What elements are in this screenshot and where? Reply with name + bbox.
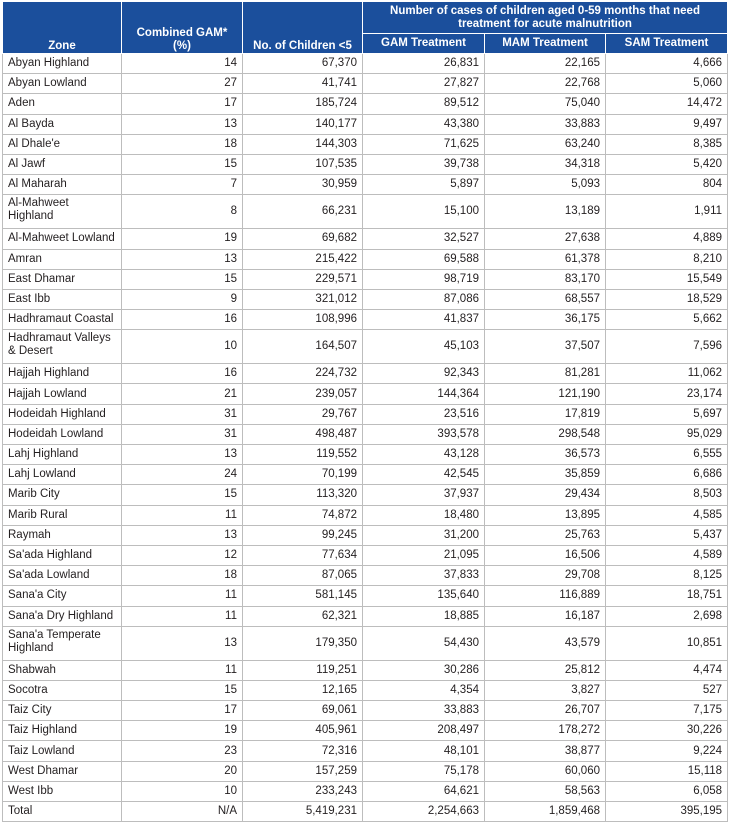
- mam-treatment-cell: 29,708: [485, 566, 606, 586]
- gam-treatment-cell: 42,545: [363, 465, 485, 485]
- table-row: [3, 330, 728, 364]
- children-count-cell: 140,177: [243, 114, 363, 134]
- table-row: [3, 134, 728, 154]
- zone-cell: Marib City: [3, 485, 122, 505]
- sam-treatment-cell: 8,385: [606, 134, 728, 154]
- mam-treatment-cell: 13,189: [485, 195, 606, 229]
- combined-gam-cell: 11: [122, 586, 243, 606]
- gam-treatment-cell: 43,380: [363, 114, 485, 134]
- zone-cell: Sana'a Dry Highland: [3, 606, 122, 626]
- combined-gam-cell: 20: [122, 761, 243, 781]
- children-count-cell: 30,959: [243, 175, 363, 195]
- combined-gam-cell: 15: [122, 269, 243, 289]
- combined-gam-unit: (%): [173, 40, 191, 52]
- gam-treatment-cell: 4,354: [363, 680, 485, 700]
- children-count-cell: 405,961: [243, 721, 363, 741]
- children-count-cell: 113,320: [243, 485, 363, 505]
- gam-treatment-cell: 37,937: [363, 485, 485, 505]
- sam-treatment-cell: 23,174: [606, 384, 728, 404]
- children-count-cell: 69,682: [243, 229, 363, 249]
- zone-cell: Hajjah Lowland: [3, 384, 122, 404]
- children-count-cell: 29,767: [243, 404, 363, 424]
- column-header-mam-treatment: MAM Treatment: [485, 34, 606, 54]
- header-row-top: [3, 2, 728, 34]
- table-row: [3, 525, 728, 545]
- children-count-cell: 185,724: [243, 94, 363, 114]
- children-count-cell: 12,165: [243, 680, 363, 700]
- sam-treatment-cell: 5,662: [606, 310, 728, 330]
- sam-treatment-cell: 6,686: [606, 465, 728, 485]
- sam-treatment-cell: 11,062: [606, 364, 728, 384]
- zone-cell: Aden: [3, 94, 122, 114]
- combined-gam-cell: 11: [122, 505, 243, 525]
- mam-treatment-cell: 35,859: [485, 465, 606, 485]
- column-header-combined-gam: [122, 2, 243, 54]
- sam-treatment-cell: 15,118: [606, 761, 728, 781]
- gam-treatment-cell: 18,480: [363, 505, 485, 525]
- combined-gam-cell: 12: [122, 545, 243, 565]
- children-count-cell: 107,535: [243, 154, 363, 174]
- sam-treatment-cell: 4,666: [606, 54, 728, 74]
- gam-treatment-cell: 32,527: [363, 229, 485, 249]
- children-count-cell: 99,245: [243, 525, 363, 545]
- combined-gam-cell: 14: [122, 54, 243, 74]
- zone-cell: Al Maharah: [3, 175, 122, 195]
- combined-gam-cell: 13: [122, 626, 243, 660]
- zone-cell: Al Dhale'e: [3, 134, 122, 154]
- sam-treatment-cell: 6,058: [606, 781, 728, 801]
- sam-treatment-cell: 5,060: [606, 74, 728, 94]
- sam-treatment-cell: 804: [606, 175, 728, 195]
- mam-treatment-cell: 34,318: [485, 154, 606, 174]
- gam-treatment-cell: 64,621: [363, 781, 485, 801]
- column-header-children: No. of Children <5: [243, 2, 363, 54]
- sam-treatment-cell: 95,029: [606, 424, 728, 444]
- zone-cell: Raymah: [3, 525, 122, 545]
- sam-treatment-cell: 2,698: [606, 606, 728, 626]
- zone-cell: Taiz Lowland: [3, 741, 122, 761]
- total-row: [3, 802, 728, 822]
- combined-gam-cell: 11: [122, 660, 243, 680]
- mam-treatment-cell: 5,093: [485, 175, 606, 195]
- table-row: [3, 741, 728, 761]
- zone-cell: Hajjah Highland: [3, 364, 122, 384]
- table-row: [3, 626, 728, 660]
- zone-cell: Sana'a City: [3, 586, 122, 606]
- combined-gam-cell: 13: [122, 114, 243, 134]
- children-count-cell: 498,487: [243, 424, 363, 444]
- mam-treatment-cell: 36,573: [485, 445, 606, 465]
- sam-treatment-cell: 10,851: [606, 626, 728, 660]
- gam-treatment-cell: 208,497: [363, 721, 485, 741]
- zone-cell: Al Jawf: [3, 154, 122, 174]
- table-row: [3, 424, 728, 444]
- table-row: [3, 195, 728, 229]
- mam-treatment-cell: 75,040: [485, 94, 606, 114]
- mam-treatment-cell: 16,506: [485, 545, 606, 565]
- mam-treatment-cell: 26,707: [485, 701, 606, 721]
- table-row: [3, 114, 728, 134]
- sam-treatment-cell: 4,585: [606, 505, 728, 525]
- malnutrition-table: [2, 1, 728, 822]
- zone-cell: West Dhamar: [3, 761, 122, 781]
- gam-treatment-cell: 135,640: [363, 586, 485, 606]
- mam-treatment-cell: 33,883: [485, 114, 606, 134]
- combined-gam-cell: 8: [122, 195, 243, 229]
- children-count-cell: 69,061: [243, 701, 363, 721]
- zone-cell: Shabwah: [3, 660, 122, 680]
- sam-treatment-cell: 4,589: [606, 545, 728, 565]
- zone-cell: Abyan Lowland: [3, 74, 122, 94]
- combined-gam-cell: 10: [122, 330, 243, 364]
- children-count-cell: 239,057: [243, 384, 363, 404]
- combined-gam-cell: 7: [122, 175, 243, 195]
- combined-gam-cell: 13: [122, 445, 243, 465]
- table-row: [3, 701, 728, 721]
- combined-gam-cell: 15: [122, 154, 243, 174]
- sam-treatment-cell: 8,210: [606, 249, 728, 269]
- combined-gam-cell: 17: [122, 701, 243, 721]
- sam-treatment-cell: 1,911: [606, 195, 728, 229]
- zone-cell: Socotra: [3, 680, 122, 700]
- gam-treatment-cell: 15,100: [363, 195, 485, 229]
- zone-cell: Hodeidah Lowland: [3, 424, 122, 444]
- sam-treatment-cell: 4,889: [606, 229, 728, 249]
- table-row: [3, 781, 728, 801]
- combined-gam-cell: 19: [122, 721, 243, 741]
- mam-treatment-cell: 298,548: [485, 424, 606, 444]
- children-count-cell: 581,145: [243, 586, 363, 606]
- sam-treatment-cell: 8,125: [606, 566, 728, 586]
- mam-treatment-cell: 36,175: [485, 310, 606, 330]
- table-row: [3, 404, 728, 424]
- table-row: [3, 384, 728, 404]
- sam-treatment-cell: 395,195: [606, 802, 728, 822]
- sam-treatment-cell: 4,474: [606, 660, 728, 680]
- zone-cell: Abyan Highland: [3, 54, 122, 74]
- gam-treatment-cell: 45,103: [363, 330, 485, 364]
- gam-treatment-cell: 54,430: [363, 626, 485, 660]
- mam-treatment-cell: 38,877: [485, 741, 606, 761]
- sam-treatment-cell: 30,226: [606, 721, 728, 741]
- zone-cell: Sana'a Temperate Highland: [3, 626, 122, 660]
- children-count-cell: 5,419,231: [243, 802, 363, 822]
- sam-treatment-cell: 5,697: [606, 404, 728, 424]
- zone-cell: Taiz City: [3, 701, 122, 721]
- combined-gam-cell: 21: [122, 384, 243, 404]
- table-row: [3, 54, 728, 74]
- sam-treatment-cell: 18,751: [606, 586, 728, 606]
- combined-gam-cell: 31: [122, 424, 243, 444]
- mam-treatment-cell: 16,187: [485, 606, 606, 626]
- zone-cell: East Dhamar: [3, 269, 122, 289]
- zone-cell: West Ibb: [3, 781, 122, 801]
- mam-treatment-cell: 22,165: [485, 54, 606, 74]
- children-count-cell: 77,634: [243, 545, 363, 565]
- sam-treatment-cell: 9,497: [606, 114, 728, 134]
- gam-treatment-cell: 5,897: [363, 175, 485, 195]
- combined-gam-cell: 16: [122, 364, 243, 384]
- table-row: [3, 465, 728, 485]
- sam-treatment-cell: 7,596: [606, 330, 728, 364]
- sam-treatment-cell: 14,472: [606, 94, 728, 114]
- gam-treatment-cell: 71,625: [363, 134, 485, 154]
- children-count-cell: 119,251: [243, 660, 363, 680]
- sam-treatment-cell: 7,175: [606, 701, 728, 721]
- sam-treatment-cell: 5,437: [606, 525, 728, 545]
- mam-treatment-cell: 29,434: [485, 485, 606, 505]
- mam-treatment-cell: 60,060: [485, 761, 606, 781]
- table-header: [3, 2, 728, 54]
- gam-treatment-cell: 27,827: [363, 74, 485, 94]
- column-header-zone: Zone: [3, 2, 122, 54]
- children-count-cell: 70,199: [243, 465, 363, 485]
- children-count-cell: 164,507: [243, 330, 363, 364]
- combined-gam-label: Combined GAM*: [136, 27, 228, 39]
- children-count-cell: 72,316: [243, 741, 363, 761]
- children-count-cell: 62,321: [243, 606, 363, 626]
- column-group-header-treatment: Number of cases of children aged 0-59 months that need treatment for acute malnutrition: [363, 2, 728, 34]
- mam-treatment-cell: 25,763: [485, 525, 606, 545]
- zone-cell: Amran: [3, 249, 122, 269]
- gam-treatment-cell: 2,254,663: [363, 802, 485, 822]
- mam-treatment-cell: 43,579: [485, 626, 606, 660]
- table-row: [3, 445, 728, 465]
- gam-treatment-cell: 37,833: [363, 566, 485, 586]
- zone-cell: Hodeidah Highland: [3, 404, 122, 424]
- sam-treatment-cell: 9,224: [606, 741, 728, 761]
- mam-treatment-cell: 27,638: [485, 229, 606, 249]
- table-row: [3, 545, 728, 565]
- combined-gam-cell: 27: [122, 74, 243, 94]
- combined-gam-cell: 10: [122, 781, 243, 801]
- mam-treatment-cell: 116,889: [485, 586, 606, 606]
- sam-treatment-cell: 5,420: [606, 154, 728, 174]
- mam-treatment-cell: 25,812: [485, 660, 606, 680]
- mam-treatment-cell: 63,240: [485, 134, 606, 154]
- mam-treatment-cell: 121,190: [485, 384, 606, 404]
- table-row: [3, 680, 728, 700]
- zone-cell: Total: [3, 802, 122, 822]
- gam-treatment-cell: 75,178: [363, 761, 485, 781]
- table-row: [3, 289, 728, 309]
- combined-gam-cell: 17: [122, 94, 243, 114]
- combined-gam-cell: 15: [122, 680, 243, 700]
- table-row: [3, 485, 728, 505]
- combined-gam-cell: 24: [122, 465, 243, 485]
- table-row: [3, 74, 728, 94]
- table-row: [3, 660, 728, 680]
- zone-cell: Taiz Highland: [3, 721, 122, 741]
- gam-treatment-cell: 87,086: [363, 289, 485, 309]
- table-row: [3, 586, 728, 606]
- combined-gam-cell: 18: [122, 566, 243, 586]
- mam-treatment-cell: 22,768: [485, 74, 606, 94]
- mam-treatment-cell: 17,819: [485, 404, 606, 424]
- gam-treatment-cell: 31,200: [363, 525, 485, 545]
- gam-treatment-cell: 18,885: [363, 606, 485, 626]
- table-body: [3, 54, 728, 822]
- table-row: [3, 154, 728, 174]
- children-count-cell: 233,243: [243, 781, 363, 801]
- combined-gam-cell: 18: [122, 134, 243, 154]
- table-row: [3, 721, 728, 741]
- gam-treatment-cell: 92,343: [363, 364, 485, 384]
- combined-gam-cell: 9: [122, 289, 243, 309]
- gam-treatment-cell: 43,128: [363, 445, 485, 465]
- table-row: [3, 364, 728, 384]
- column-header-gam-treatment: GAM Treatment: [363, 34, 485, 54]
- gam-treatment-cell: 30,286: [363, 660, 485, 680]
- table-row: [3, 249, 728, 269]
- children-count-cell: 119,552: [243, 445, 363, 465]
- table-row: [3, 505, 728, 525]
- gam-treatment-cell: 48,101: [363, 741, 485, 761]
- zone-cell: Marib Rural: [3, 505, 122, 525]
- combined-gam-cell: N/A: [122, 802, 243, 822]
- combined-gam-cell: 13: [122, 249, 243, 269]
- sam-treatment-cell: 527: [606, 680, 728, 700]
- table-row: [3, 606, 728, 626]
- combined-gam-cell: 15: [122, 485, 243, 505]
- gam-treatment-cell: 41,837: [363, 310, 485, 330]
- children-count-cell: 224,732: [243, 364, 363, 384]
- mam-treatment-cell: 178,272: [485, 721, 606, 741]
- table-row: [3, 229, 728, 249]
- table-row: [3, 175, 728, 195]
- zone-cell: Al-Mahweet Lowland: [3, 229, 122, 249]
- gam-treatment-cell: 23,516: [363, 404, 485, 424]
- children-count-cell: 144,303: [243, 134, 363, 154]
- children-count-cell: 229,571: [243, 269, 363, 289]
- mam-treatment-cell: 1,859,468: [485, 802, 606, 822]
- combined-gam-cell: 23: [122, 741, 243, 761]
- zone-cell: Al-Mahweet Highland: [3, 195, 122, 229]
- table-row: [3, 269, 728, 289]
- children-count-cell: 179,350: [243, 626, 363, 660]
- children-count-cell: 157,259: [243, 761, 363, 781]
- gam-treatment-cell: 39,738: [363, 154, 485, 174]
- zone-cell: East Ibb: [3, 289, 122, 309]
- children-count-cell: 321,012: [243, 289, 363, 309]
- children-count-cell: 66,231: [243, 195, 363, 229]
- combined-gam-cell: 16: [122, 310, 243, 330]
- gam-treatment-cell: 98,719: [363, 269, 485, 289]
- gam-treatment-cell: 26,831: [363, 54, 485, 74]
- mam-treatment-cell: 83,170: [485, 269, 606, 289]
- combined-gam-cell: 11: [122, 606, 243, 626]
- zone-cell: Hadhramaut Valleys & Desert: [3, 330, 122, 364]
- sam-treatment-cell: 8,503: [606, 485, 728, 505]
- combined-gam-cell: 13: [122, 525, 243, 545]
- mam-treatment-cell: 3,827: [485, 680, 606, 700]
- zone-cell: Al Bayda: [3, 114, 122, 134]
- zone-cell: Lahj Highland: [3, 445, 122, 465]
- gam-treatment-cell: 89,512: [363, 94, 485, 114]
- sam-treatment-cell: 15,549: [606, 269, 728, 289]
- gam-treatment-cell: 21,095: [363, 545, 485, 565]
- mam-treatment-cell: 68,557: [485, 289, 606, 309]
- combined-gam-cell: 31: [122, 404, 243, 424]
- column-header-sam-treatment: SAM Treatment: [606, 34, 728, 54]
- zone-cell: Lahj Lowland: [3, 465, 122, 485]
- gam-treatment-cell: 144,364: [363, 384, 485, 404]
- table-row: [3, 566, 728, 586]
- mam-treatment-cell: 61,378: [485, 249, 606, 269]
- gam-treatment-cell: 33,883: [363, 701, 485, 721]
- zone-cell: Sa'ada Lowland: [3, 566, 122, 586]
- sam-treatment-cell: 18,529: [606, 289, 728, 309]
- children-count-cell: 215,422: [243, 249, 363, 269]
- table-row: [3, 94, 728, 114]
- combined-gam-cell: 19: [122, 229, 243, 249]
- mam-treatment-cell: 58,563: [485, 781, 606, 801]
- mam-treatment-cell: 37,507: [485, 330, 606, 364]
- children-count-cell: 74,872: [243, 505, 363, 525]
- mam-treatment-cell: 13,895: [485, 505, 606, 525]
- zone-cell: Sa'ada Highland: [3, 545, 122, 565]
- children-count-cell: 67,370: [243, 54, 363, 74]
- table-row: [3, 761, 728, 781]
- mam-treatment-cell: 81,281: [485, 364, 606, 384]
- children-count-cell: 41,741: [243, 74, 363, 94]
- children-count-cell: 108,996: [243, 310, 363, 330]
- gam-treatment-cell: 69,588: [363, 249, 485, 269]
- table-row: [3, 310, 728, 330]
- gam-treatment-cell: 393,578: [363, 424, 485, 444]
- zone-cell: Hadhramaut Coastal: [3, 310, 122, 330]
- sam-treatment-cell: 6,555: [606, 445, 728, 465]
- children-count-cell: 87,065: [243, 566, 363, 586]
